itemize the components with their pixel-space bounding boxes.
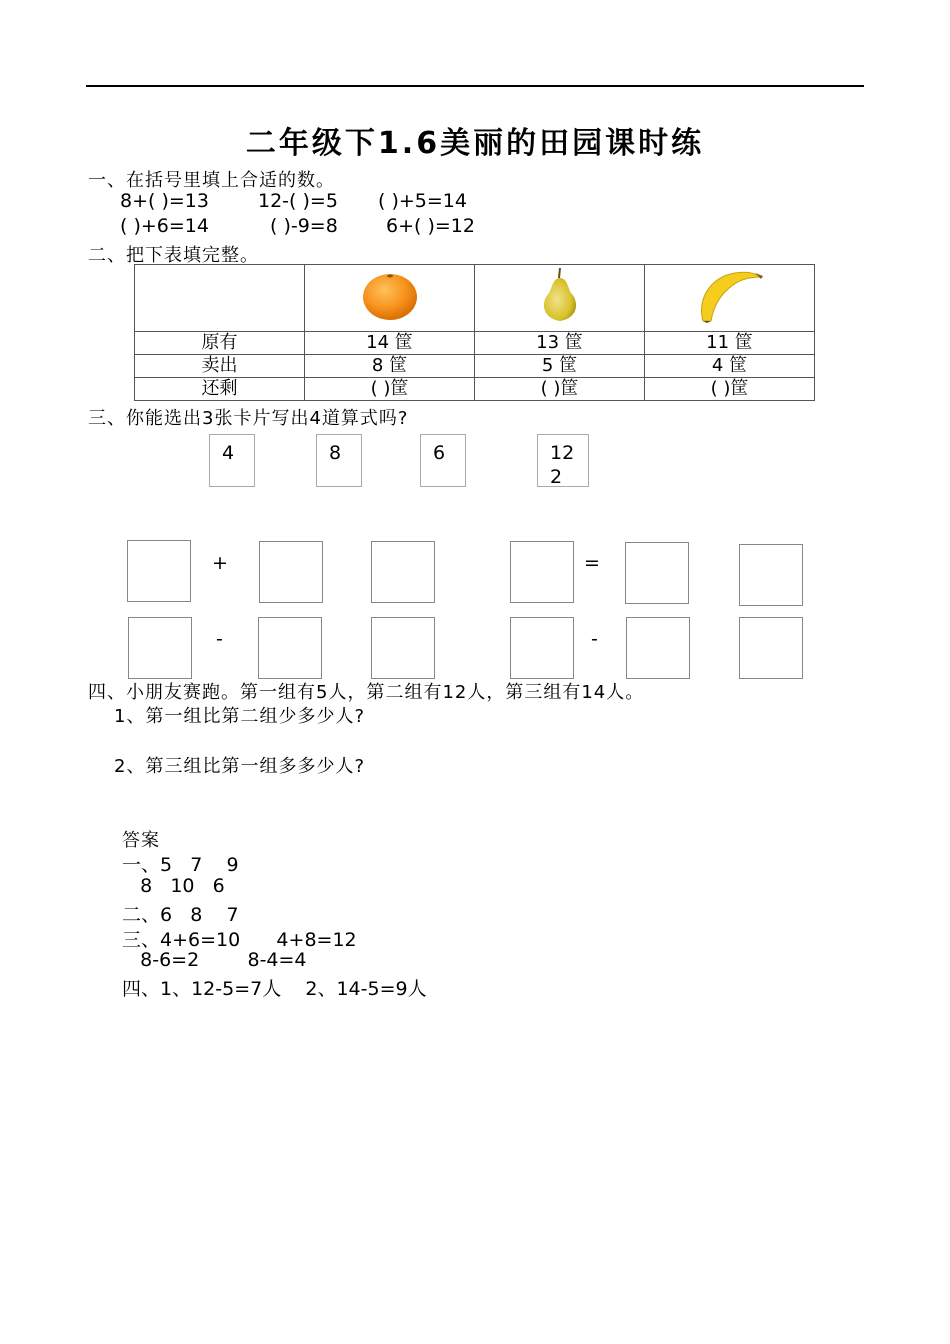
plus-sign: +: [212, 552, 228, 574]
banana-cell: [645, 265, 815, 332]
eq-1-3: ( )+5=14: [378, 190, 467, 212]
answer-box[interactable]: [127, 540, 191, 602]
table-cell: 11 筐: [645, 332, 815, 355]
number-card: 4: [209, 434, 255, 487]
table-cell: 4 筐: [645, 355, 815, 378]
minus-sign: -: [591, 628, 598, 650]
answer-box[interactable]: [510, 617, 574, 679]
table-row: [135, 378, 815, 401]
table-cell: ( )筐: [645, 378, 815, 401]
answer-line: 三、4+6=10 4+8=12: [122, 929, 357, 951]
row-label: 原有: [135, 332, 305, 355]
eq-1-2: 12-( )=5: [258, 190, 338, 212]
answer-box[interactable]: [739, 617, 803, 679]
answer-line: 8 10 6: [122, 875, 225, 897]
question-2: 2、第三组比第一组多多少人?: [114, 756, 366, 777]
number-card: 6: [420, 434, 466, 487]
table-cell: ( )筐: [305, 378, 475, 401]
answer-box[interactable]: [371, 541, 435, 603]
answer-line: 8-6=2 8-4=4: [122, 949, 307, 971]
table-cell: ( )筐: [475, 378, 645, 401]
answer-line: 二、6 8 7: [122, 904, 239, 926]
minus-sign: -: [216, 628, 223, 650]
eq-2-3: 6+( )=12: [386, 215, 475, 237]
table-row: [135, 355, 815, 378]
answer-line: 一、5 7 9: [122, 854, 239, 876]
answer-box[interactable]: [625, 542, 689, 604]
pear-icon: [535, 266, 585, 324]
answer-box[interactable]: [128, 617, 192, 679]
answer-box[interactable]: [510, 541, 574, 603]
orange-cell: [305, 265, 475, 332]
eq-1-1: 8+( )=13: [120, 190, 209, 212]
table-row: [135, 332, 815, 355]
answer-line: 四、1、12-5=7人 2、14-5=9人: [122, 978, 427, 1000]
eq-2-2: ( )-9=8: [270, 215, 338, 237]
table-cell: 14 筐: [305, 332, 475, 355]
banana-icon: [695, 265, 765, 325]
number-card: 12 2: [537, 434, 589, 487]
section2-heading: 二、把下表填完整。: [88, 245, 259, 266]
equals-sign: =: [584, 552, 600, 574]
answer-box[interactable]: [739, 544, 803, 606]
section4-heading: 四、小朋友赛跑。第一组有5人，第二组有12人，第三组有14人。: [88, 682, 645, 703]
answers-heading: 答案: [122, 830, 160, 851]
number-card: 8: [316, 434, 362, 487]
section3-heading: 三、你能选出3张卡片写出4道算式吗?: [88, 408, 409, 429]
table-cell: 5 筐: [475, 355, 645, 378]
orange-icon: [360, 268, 420, 322]
eq-2-1: ( )+6=14: [120, 215, 209, 237]
answer-box[interactable]: [259, 541, 323, 603]
answer-box[interactable]: [371, 617, 435, 679]
table-cell: 8 筐: [305, 355, 475, 378]
answer-box[interactable]: [626, 617, 690, 679]
top-rule: [86, 85, 864, 87]
answer-box[interactable]: [258, 617, 322, 679]
table-corner-cell: [135, 265, 305, 332]
question-1: 1、第一组比第二组少多少人?: [114, 706, 366, 727]
fruit-table: [134, 264, 815, 401]
row-label: 卖出: [135, 355, 305, 378]
table-cell: 13 筐: [475, 332, 645, 355]
section1-heading: 一、在括号里填上合适的数。: [88, 170, 335, 191]
row-label: 还剩: [135, 378, 305, 401]
pear-cell: [475, 265, 645, 332]
page-title: 二年级下1.6美丽的田园课时练: [245, 126, 705, 161]
